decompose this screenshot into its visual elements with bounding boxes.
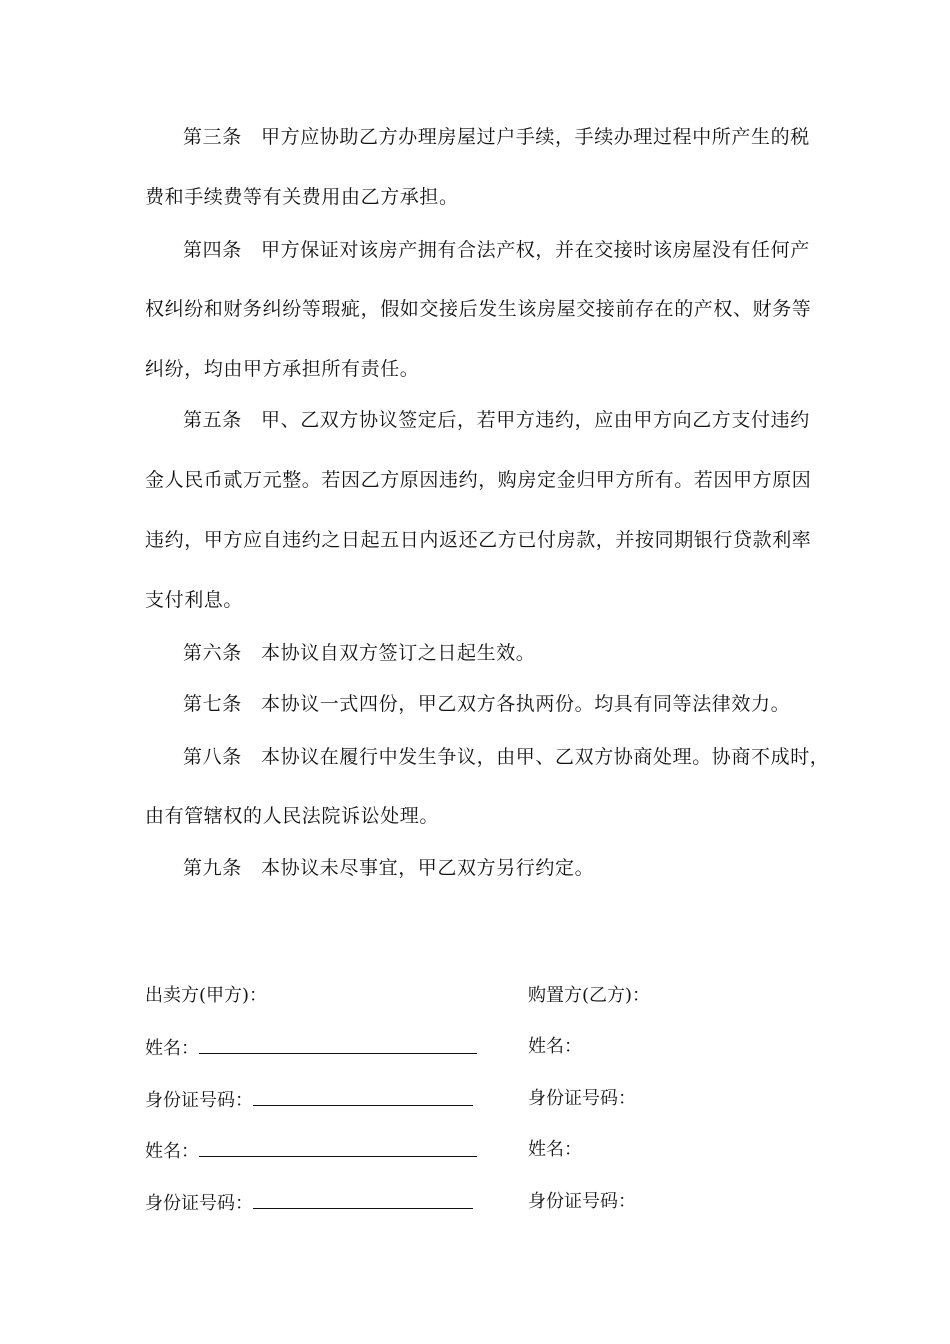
article-7-line-1 <box>183 692 863 716</box>
article-4-number: 第四条 <box>183 239 242 261</box>
article-6-number: 第六条 <box>183 642 242 664</box>
article-9-number: 第九条 <box>183 857 242 879</box>
article-5-line-4: 支付利息。 <box>145 589 244 611</box>
seller-name-1-label: 姓名： <box>145 1038 199 1059</box>
article-5-number: 第五条 <box>183 409 242 431</box>
article-3-number: 第三条 <box>183 126 242 148</box>
seller-name-2-label: 姓名： <box>145 1141 199 1162</box>
article-7-number: 第七条 <box>183 693 242 715</box>
article-4-line-2: 权纠纷和财务纠纷等瑕疵，假如交接后发生该房屋交接前存在的产权、财务等 <box>145 298 812 320</box>
seller-name-2-row <box>145 1138 477 1164</box>
article-4-line-3: 纠纷，均由甲方承担所有责任。 <box>145 358 420 380</box>
article-6-line-1 <box>183 641 863 665</box>
buyer-id-2-label: 身份证号码： <box>528 1191 636 1212</box>
seller-id-1-blank[interactable] <box>253 1087 473 1106</box>
article-4-line-1 <box>183 238 863 262</box>
seller-name-1-blank[interactable] <box>199 1035 477 1054</box>
article-8-number: 第八条 <box>183 746 242 768</box>
article-7-text: 本协议一式四份，甲乙双方各执两份。均具有同等法律效力。 <box>261 693 791 715</box>
buyer-title: 购置方(乙方)： <box>528 985 651 1006</box>
article-5-line-2: 金人民币贰万元整。若因乙方原因违约，购房定金归甲方所有。若因甲方原因 <box>145 469 812 491</box>
seller-id-2-row <box>145 1190 473 1216</box>
seller-id-1-row <box>145 1087 473 1113</box>
buyer-name-2-label: 姓名： <box>528 1139 582 1160</box>
seller-id-2-blank[interactable] <box>253 1190 473 1209</box>
buyer-name-1-label: 姓名： <box>528 1036 582 1057</box>
article-3-line-1 <box>183 125 863 149</box>
article-3-line-2: 费和手续费等有关费用由乙方承担。 <box>145 186 459 208</box>
article-3-text: 甲方应协助乙方办理房屋过户手续，手续办理过程中所产生的税 <box>261 126 810 148</box>
seller-name-1-row <box>145 1035 477 1061</box>
seller-id-1-label: 身份证号码： <box>145 1090 253 1111</box>
seller-name-2-blank[interactable] <box>199 1138 477 1157</box>
article-9-line-1 <box>183 856 863 880</box>
article-8-text: 本协议在履行中发生争议，由甲、乙双方协商处理。协商不成时， <box>261 746 830 768</box>
buyer-id-1-label: 身份证号码： <box>528 1088 636 1109</box>
article-8-line-2: 由有管辖权的人民法院诉讼处理。 <box>145 805 440 827</box>
article-5-text: 甲、乙双方协议签定后，若甲方违约，应由甲方向乙方支付违约 <box>261 409 810 431</box>
article-4-text: 甲方保证对该房产拥有合法产权，并在交接时该房屋没有任何产 <box>261 239 810 261</box>
seller-id-2-label: 身份证号码： <box>145 1193 253 1214</box>
article-6-text: 本协议自双方签订之日起生效。 <box>261 642 536 664</box>
article-9-text: 本协议未尽事宜，甲乙双方另行约定。 <box>261 857 595 879</box>
seller-title: 出卖方(甲方)： <box>145 985 268 1006</box>
article-5-line-3: 违约，甲方应自违约之日起五日内返还乙方已付房款，并按同期银行贷款利率 <box>145 529 812 551</box>
article-8-line-1 <box>183 745 863 769</box>
article-5-line-1 <box>183 408 863 432</box>
